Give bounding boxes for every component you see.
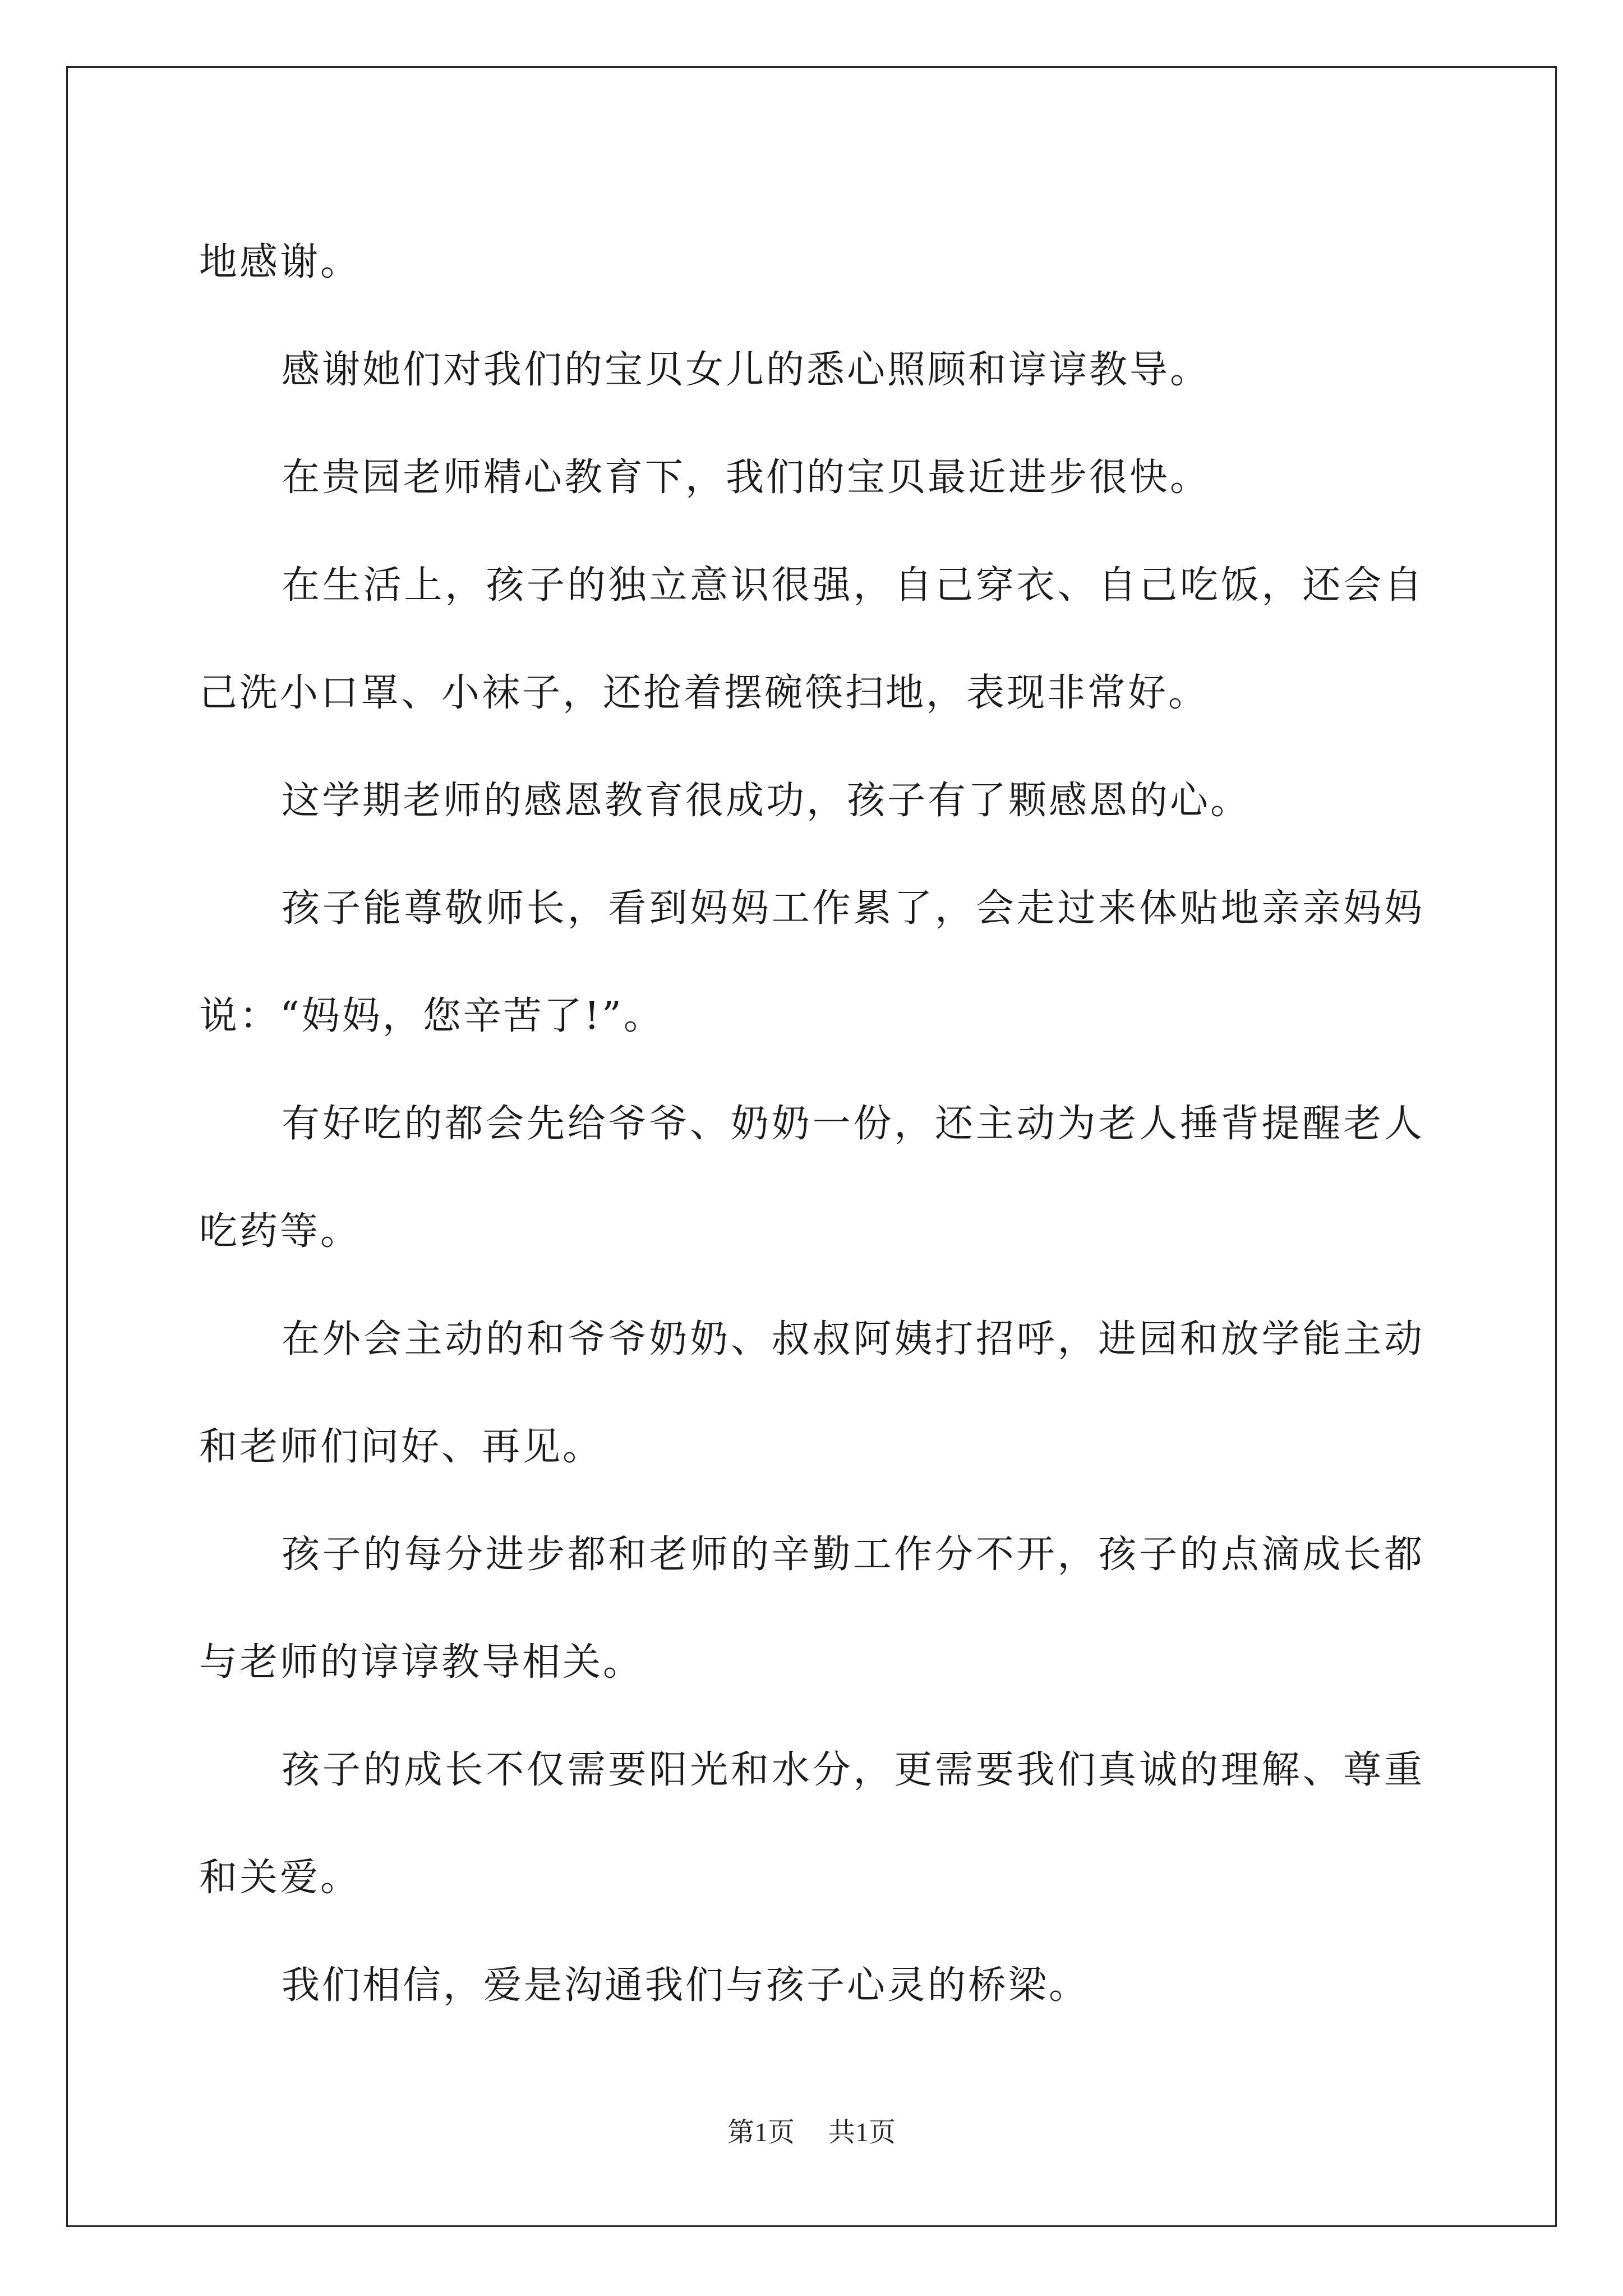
paragraph: 我们相信，爱是沟通我们与孩子心灵的桥梁。	[282, 1963, 1090, 2008]
page-number: 第1页	[727, 2118, 795, 2147]
page-footer	[0, 2116, 1623, 2150]
paragraph: 有好吃的都会先给爷爷、奶奶一份，还主动为老人捶背提醒老人吃药等。	[199, 1102, 1424, 1254]
paragraph-continuation: 地感谢。	[199, 240, 361, 284]
paragraph: 感谢她们对我们的宝贝女儿的悉心照顾和谆谆教导。	[282, 348, 1211, 392]
document-body	[199, 209, 1424, 2040]
paragraph: 在生活上，孩子的独立意识很强，自己穿衣、自己吃饭，还会自己洗小口罩、小袜子，还抢着摆碗筷扫地，表现非常好。	[199, 563, 1424, 715]
paragraph: 这学期老师的感恩教育很成功，孩子有了颗感恩的心。	[282, 779, 1251, 823]
paragraph: 在外会主动的和爷爷奶奶、叔叔阿姨打招呼，进园和放学能主动和老师们问好、再见。	[199, 1317, 1424, 1469]
paragraph: 在贵园老师精心教育下，我们的宝贝最近进步很快。	[282, 455, 1211, 500]
paragraph: 孩子的成长不仅需要阳光和水分，更需要我们真诚的理解、尊重和关爱。	[199, 1748, 1424, 1900]
page-total: 共1页	[828, 2118, 896, 2147]
paragraph: 孩子的每分进步都和老师的辛勤工作分不开，孩子的点滴成长都与老师的谆谆教导相关。	[199, 1533, 1424, 1685]
paragraph: 孩子能尊敬师长，看到妈妈工作累了，会走过来体贴地亲亲妈妈说：“妈妈，您辛苦了!”。	[199, 886, 1424, 1038]
